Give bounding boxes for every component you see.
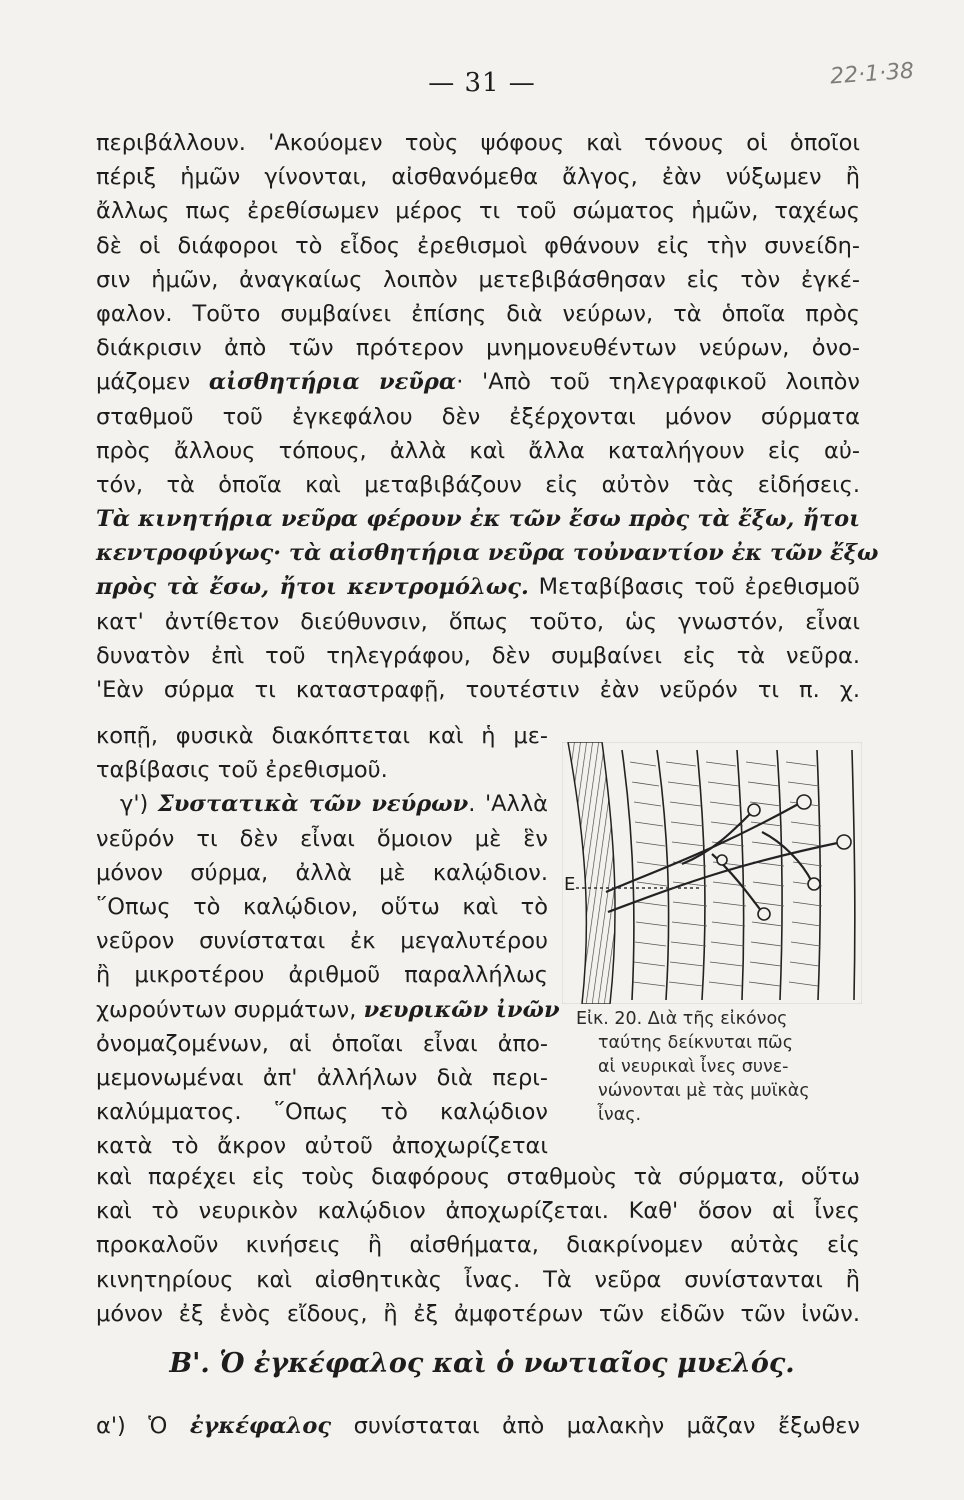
text-fragment: . 'Αλλὰ [468, 791, 548, 818]
nerve-muscle-illustration [562, 742, 862, 1004]
caption-line: ἶνας. [598, 1105, 642, 1125]
text-line [96, 570, 860, 604]
text-line: δὲ οἱ διάφοροι τὸ εἶδος ἐρεθισμοὶ φθάνουν εἰς τὴν συνείδη- [96, 232, 860, 259]
text-line: ταβίβασις τοῦ ἐρεθισμοῦ. [96, 757, 388, 784]
emphasis-term: νευρικῶν ἰνῶν [363, 996, 560, 1023]
text-line: τόν, τὰ ὁποῖα καὶ μεταβιβάζουν εἰς αὐτὸν τὰς εἰδήσεις. [96, 471, 860, 498]
text-fragment: Μεταβίβασις τοῦ ἐρεθισμοῦ [528, 574, 860, 601]
section-title: Συστατικὰ τῶν νεύρων [157, 791, 469, 818]
text-line [96, 787, 548, 821]
emphasis-line: κεντροφύγως· τὰ αἰσθητήρια νεῦρα τοὐναντίον ἐκ τῶν ἔξω [96, 540, 879, 567]
paragraph-3 [96, 1160, 860, 1331]
text-line: καλύμματος. ῞Οπως τὸ καλῴδιον [96, 1099, 548, 1126]
text-line [96, 365, 860, 399]
text-line: μόνον ἐξ ἑνὸς εἴδους, ἢ ἐξ ἀμφοτέρων τῶν εἰδῶν τῶν ἰνῶν. [96, 1300, 860, 1327]
text-fragment: · 'Απὸ τοῦ τηλεγραφικοῦ λοιπὸν [456, 369, 860, 396]
handwritten-note: 22·1·38 [829, 58, 915, 90]
text-line: περιβάλλουν. 'Ακούομεν τοὺς ψόφους καὶ τόνους οἱ ὁποῖοι [96, 130, 860, 156]
text-line: ῞Οπως τὸ καλῴδιον, οὕτω καὶ τὸ [96, 893, 548, 920]
text-line: καὶ τὸ νευρικὸν καλῴδιον ἀποχωρίζεται. Καθ' ὅσον αἱ ἶνες [96, 1198, 860, 1225]
caption-line: ταύτης δείκνυται πῶς [598, 1033, 793, 1053]
emphasis-term: πρὸς τὰ ἔσω, ἤτοι κεντρομόλως. [96, 574, 529, 601]
text-line: νεῦρόν τι δὲν εἶναι ὅμοιον μὲ ἓν [96, 825, 548, 852]
text-line: πρὸς ἄλλους τόπους, ἀλλὰ καὶ ἄλλα καταλήγουν εἰς αὐ- [96, 437, 860, 464]
text-line [96, 1413, 860, 1439]
figure-caption [576, 1007, 866, 1127]
text-line: νεῦρον συνίσταται ἐκ μεγαλυτέρου [96, 928, 548, 955]
text-line: σταθμοῦ τοῦ ἐγκεφάλου δὲν ἐξέρχονται μόνον σύρματα [96, 403, 860, 430]
caption-line: Εἰκ. 20. Διὰ τῆς εἰκόνος [576, 1009, 788, 1029]
text-line: 'Εὰν σύρμα τι καταστραφῇ, τουτέστιν ἐὰν νεῦρόν τι π. χ. [96, 677, 860, 703]
text-line: διάκρισιν ἀπὸ τῶν πρότερον μνημονευθέντων νεύρων, ὀνο- [96, 335, 860, 362]
text-line: ἄλλως πως ἐρεθίσωμεν μέρος τι τοῦ σώματος ἡμῶν, ταχέως [96, 198, 860, 225]
text-fragment: γ') [120, 791, 158, 818]
figure-label-e: Ε [564, 874, 576, 895]
text-line: κοπῇ, φυσικὰ διακόπτεται καὶ ἡ με- [96, 723, 548, 749]
caption-line: νώνονται μὲ τὰς μυϊκὰς [598, 1081, 810, 1101]
text-line: ἢ μικροτέρου ἀριθμοῦ παραλλήλως [96, 962, 548, 989]
text-fragment: χωρούντων συρμάτων, [96, 996, 364, 1023]
text-fragment: α') Ὁ [96, 1413, 190, 1439]
text-line: κατὰ τὸ ἄκρον αὐτοῦ ἀποχωρίζεται [96, 1133, 548, 1160]
paragraph-narrow [96, 719, 560, 1163]
text-fragment: μάζομεν [96, 369, 209, 396]
page-number: — 31 — [428, 68, 536, 98]
text-line: ὀνομαζομένων, αἱ ὁποῖαι εἶναι ἀπο- [96, 1030, 548, 1057]
text-line: πέριξ ἡμῶν γίνονται, αἰσθανόμεθα ἄλγος, ἐὰν νύξωμεν ἢ [96, 164, 860, 191]
text-line: καὶ παρέχει εἰς τοὺς διαφόρους σταθμοὺς τὰ σύρματα, οὕτω [96, 1164, 860, 1190]
caption-line: αἱ νευρικαὶ ἶνες συνε- [598, 1057, 789, 1077]
text-line: κινητηρίους καὶ αἰσθητικὰς ἶνας. Τὰ νεῦρα συνίστανται ἢ [96, 1266, 860, 1293]
paragraph-1 [96, 126, 879, 707]
text-line: δυνατὸν ἐπὶ τοῦ τηλεγράφου, δὲν συμβαίνει εἰς τὰ νεῦρα. [96, 642, 860, 669]
emphasis-term: αἰσθητήρια νεῦρα [208, 369, 457, 396]
text-fragment: συνίσταται ἀπὸ μαλακὴν μᾶζαν ἔξωθεν [331, 1413, 860, 1439]
text-line: προκαλοῦν κινήσεις ἢ αἰσθήματα, διακρίνομεν αὐτὰς εἰς [96, 1232, 860, 1259]
text-line: κατ' ἀντίθετον διεύθυνσιν, ὅπως τοῦτο, ὡς γνωστόν, εἶναι [96, 608, 860, 635]
text-line: σιν ἡμῶν, ἀναγκαίως λοιπὸν μετεβιβάσθησαν εἰς τὸν ἐγκέ- [96, 266, 860, 293]
text-line: φαλον. Τοῦτο συμβαίνει ἐπίσης διὰ νεύρων, τὰ ὁποῖα πρὸς [96, 300, 860, 327]
emphasis-line: Τὰ κινητήρια νεῦρα φέρουν ἐκ τῶν ἔσω πρὸς τὰ ἔξω, ἤτοι [96, 506, 860, 533]
text-line: μεμονωμέναι ἀπ' ἀλλήλων διὰ περι- [96, 1064, 548, 1091]
text-line: μόνον σύρμα, ἀλλὰ μὲ καλῴδιον. [96, 859, 548, 886]
emphasis-term: ἐγκέφαλος [189, 1413, 332, 1439]
figure-20 [562, 742, 862, 1004]
text-line [96, 993, 560, 1027]
section-heading: Β'. Ὁ ἐγκέφαλος καὶ ὁ νωτιαῖος μυελός. [169, 1348, 795, 1379]
